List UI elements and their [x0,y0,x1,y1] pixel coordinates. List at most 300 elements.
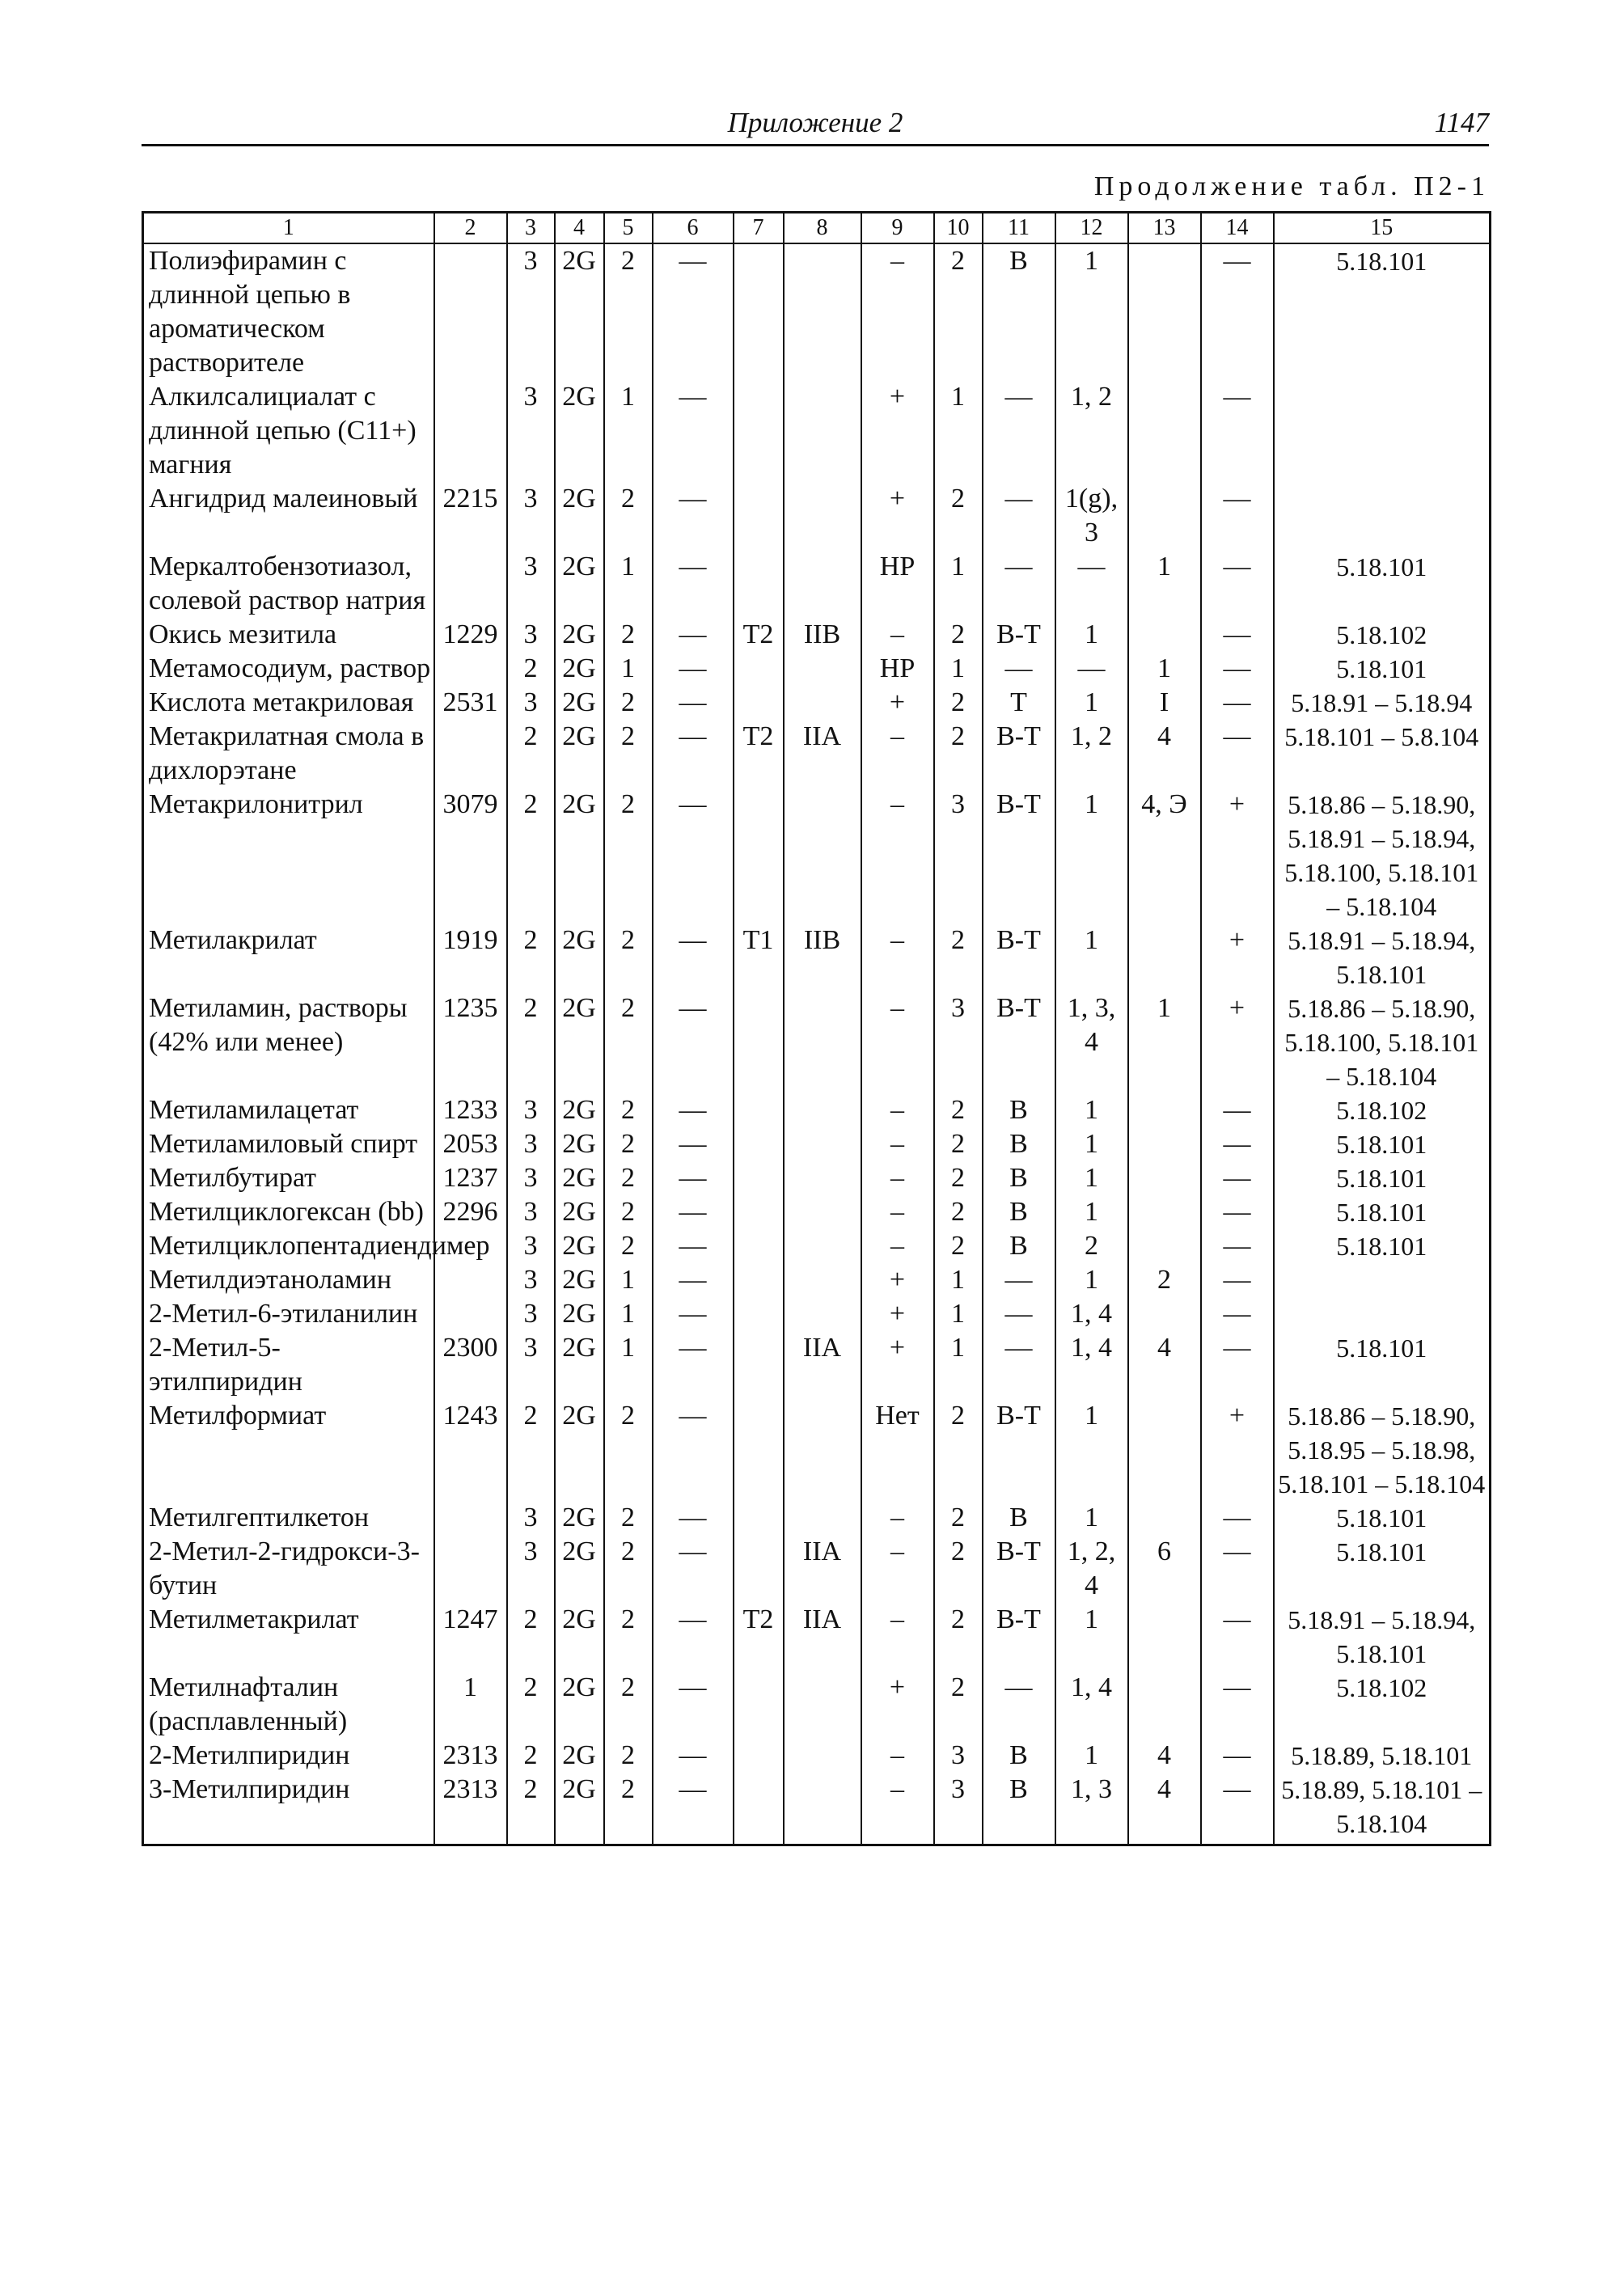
table-cell [434,1297,507,1331]
table-cell: 3 [507,1331,555,1399]
table-cell: 2G [555,550,604,618]
table-cell: B-T [983,1399,1055,1501]
substance-name-cell: 2-Метилпиридин [143,1739,434,1773]
table-cell: 2G [555,1603,604,1671]
table-cell: — [653,991,734,1093]
table-cell: 2G [555,243,604,380]
column-header: 7 [734,213,784,244]
table-cell: 2 [604,243,653,380]
table-cell: B [983,1739,1055,1773]
table-cell: 3 [507,482,555,550]
table-cell: 4 [1128,1773,1201,1845]
table-cell: + [861,482,934,550]
table-row [143,991,1491,1093]
table-cell: 1 [1055,1195,1128,1229]
data-table [142,211,1491,1846]
table-cell: — [653,1297,734,1331]
table-cell: + [861,1671,934,1739]
table-cell: 2 [1055,1229,1128,1263]
table-cell: IIA [784,1535,861,1603]
table-cell: IIA [784,1603,861,1671]
table-cell: 1 [1055,1093,1128,1127]
table-cell: T2 [734,720,784,788]
table-cell: 2 [934,1399,983,1501]
table-cell: 3 [507,1535,555,1603]
table-row [143,1671,1491,1739]
table-cell: 2 [604,924,653,991]
table-cell [434,1535,507,1603]
table-cell: 2531 [434,686,507,720]
column-header: 8 [784,213,861,244]
substance-name-cell: 2-Метил-5-этилпиридин [143,1331,434,1399]
table-row [143,652,1491,686]
table-row [143,1161,1491,1195]
table-cell: — [653,788,734,924]
table-cell [734,652,784,686]
substance-name-cell: Метилакрилат [143,924,434,991]
table-cell: 2 [604,1773,653,1845]
table-cell: 5.18.91 – 5.18.94, 5.18.101 [1274,1603,1491,1671]
table-row [143,1127,1491,1161]
table-cell: IIA [784,720,861,788]
table-row [143,924,1491,991]
table-cell: 5.18.86 – 5.18.90, 5.18.100, 5.18.101 – 5.18.104 [1274,991,1491,1093]
table-cell [1128,924,1201,991]
substance-name-cell: Метакрилатная смола в дихлорэтане [143,720,434,788]
table-cell: 3 [507,1195,555,1229]
table-cell [1128,1229,1201,1263]
table-row [143,1195,1491,1229]
table-row [143,720,1491,788]
table-cell: 2 [507,720,555,788]
table-cell: 5.18.101 [1274,1535,1491,1603]
table-cell: — [653,380,734,482]
substance-name-cell: Метилгептилкетон [143,1501,434,1535]
table-cell: 2G [555,482,604,550]
table-cell [734,1535,784,1603]
table-cell: – [861,1161,934,1195]
table-cell: 2 [934,924,983,991]
table-cell: 2 [604,1195,653,1229]
table-cell: — [653,1603,734,1671]
table-cell: T2 [734,618,784,652]
table-cell: – [861,1535,934,1603]
table-cell: 2G [555,1671,604,1739]
table-cell: 1229 [434,618,507,652]
substance-name-cell: Метилметакрилат [143,1603,434,1671]
table-cell: — [1201,1297,1274,1331]
table-cell: B-T [983,788,1055,924]
table-cell: 1 [1055,1127,1128,1161]
column-header: 9 [861,213,934,244]
table-cell: 2G [555,1535,604,1603]
table-cell: — [1201,720,1274,788]
table-cell: 2 [934,1603,983,1671]
table-cell: IIA [784,1331,861,1399]
table-cell: 3 [507,380,555,482]
column-header: 6 [653,213,734,244]
table-cell: — [983,550,1055,618]
table-cell: B [983,243,1055,380]
table-body [143,243,1491,1845]
table-cell [784,243,861,380]
table-cell [784,1739,861,1773]
table-cell: — [1201,1331,1274,1399]
table-cell: 2G [555,1093,604,1127]
table-cell [784,1229,861,1263]
table-cell: 2 [934,1127,983,1161]
table-cell: 5.18.86 – 5.18.90, 5.18.95 – 5.18.98, 5.18.101 – 5.18.104 [1274,1399,1491,1501]
table-cell [784,991,861,1093]
table-cell: 1 [1128,652,1201,686]
table-cell: 3 [507,550,555,618]
table-cell: B-T [983,991,1055,1093]
table-cell: — [653,652,734,686]
table-cell: — [653,550,734,618]
table-cell: B-T [983,720,1055,788]
table-cell: — [1201,380,1274,482]
table-cell: 2G [555,788,604,924]
table-row [143,1603,1491,1671]
table-cell: 2300 [434,1331,507,1399]
table-cell: 1 [434,1671,507,1739]
column-header: 4 [555,213,604,244]
table-cell: — [653,1127,734,1161]
table-cell: 3 [934,788,983,924]
table-cell [784,1501,861,1535]
table-cell [1274,1263,1491,1297]
table-cell: 2G [555,1399,604,1501]
table-cell: – [861,1229,934,1263]
substance-name-cell: 2-Метил-6-этиланилин [143,1297,434,1331]
table-cell: 2 [934,1093,983,1127]
table-cell: 2 [934,482,983,550]
table-cell: 1247 [434,1603,507,1671]
table-cell: — [653,1501,734,1535]
table-cell: — [983,1671,1055,1739]
table-cell: 1 [1055,243,1128,380]
table-cell: — [653,1535,734,1603]
table-cell [734,1739,784,1773]
table-cell: — [653,1093,734,1127]
table-cell: 2G [555,1263,604,1297]
table-row [143,686,1491,720]
table-cell: — [653,720,734,788]
table-cell [734,1093,784,1127]
table-cell: 5.18.91 – 5.18.94 [1274,686,1491,720]
table-cell: 5.18.91 – 5.18.94, 5.18.101 [1274,924,1491,991]
table-cell: — [983,1297,1055,1331]
table-cell: — [1055,652,1128,686]
table-cell: 2 [507,1739,555,1773]
substance-name-cell: Метакрилонитрил [143,788,434,924]
table-row [143,1229,1491,1263]
table-cell: – [861,924,934,991]
table-cell: — [1201,1535,1274,1603]
table-cell: 1 [1055,618,1128,652]
table-cell: 2G [555,1739,604,1773]
table-cell [734,1773,784,1845]
table-cell: 1 [1055,1739,1128,1773]
table-cell: 1 [1055,1603,1128,1671]
column-header: 11 [983,213,1055,244]
table-cell [434,243,507,380]
table-cell: – [861,1093,934,1127]
table-cell: 1 [1128,991,1201,1093]
table-cell: 2 [507,1399,555,1501]
table-cell: 1243 [434,1399,507,1501]
table-cell: 1 [1055,686,1128,720]
table-cell [434,1263,507,1297]
table-cell: — [653,1671,734,1739]
table-cell: 2 [934,618,983,652]
table-cell: 2G [555,686,604,720]
table-cell: 2G [555,1501,604,1535]
table-cell: B-T [983,1535,1055,1603]
table-cell [734,380,784,482]
table-cell: 1(g), 3 [1055,482,1128,550]
table-cell: 4 [1128,720,1201,788]
table-cell: — [1201,1195,1274,1229]
table-cell: 2 [934,720,983,788]
table-cell: 2G [555,991,604,1093]
table-cell [1128,243,1201,380]
table-cell: 2 [934,243,983,380]
table-cell: 2 [934,1195,983,1229]
table-cell: 1237 [434,1161,507,1195]
table-row [143,1093,1491,1127]
table-cell [734,1229,784,1263]
table-cell: T1 [734,924,784,991]
table-cell [784,1399,861,1501]
table-cell: — [1201,652,1274,686]
table-cell: — [1201,1263,1274,1297]
table-cell: 5.18.101 [1274,243,1491,380]
table-cell: 2 [604,720,653,788]
column-header: 10 [934,213,983,244]
table-cell: – [861,1501,934,1535]
column-header: 2 [434,213,507,244]
table-cell: — [1201,1229,1274,1263]
table-cell: 2 [604,482,653,550]
substance-name-cell: Полиэфирамин с длинной цепью в ароматическом растворителе [143,243,434,380]
table-cell: 1, 3 [1055,1773,1128,1845]
table-cell: 1, 4 [1055,1297,1128,1331]
table-cell: 5.18.101 – 5.8.104 [1274,720,1491,788]
substance-name-cell: Кислота метакриловая [143,686,434,720]
table-cell: 2 [604,686,653,720]
table-cell [1128,1671,1201,1739]
table-cell [1274,482,1491,550]
substance-name-cell: Алкилсалициалат с длинной цепью (С11+) магния [143,380,434,482]
table-cell: 2313 [434,1773,507,1845]
table-cell: 5.18.101 [1274,1195,1491,1229]
table-cell: – [861,1603,934,1671]
table-cell: IIB [784,618,861,652]
substance-name-cell: Метилдиэтаноламин [143,1263,434,1297]
table-cell: 2 [934,686,983,720]
table-cell [784,788,861,924]
table-cell: 2 [604,1127,653,1161]
column-header: 5 [604,213,653,244]
table-cell: 3 [507,243,555,380]
table-cell: — [1201,1603,1274,1671]
table-cell: I [1128,686,1201,720]
table-cell: 2 [604,1501,653,1535]
table-cell: 2G [555,924,604,991]
table-cell: 2296 [434,1195,507,1229]
substance-name-cell: Метиламилацетат [143,1093,434,1127]
table-cell [734,1195,784,1229]
table-cell: 2 [507,1671,555,1739]
substance-name-cell: 3-Метилпиридин [143,1773,434,1845]
table-row [143,1399,1491,1501]
table-cell: 5.18.101 [1274,1127,1491,1161]
table-cell: B [983,1773,1055,1845]
substance-name-cell: Метамосодиум, раствор [143,652,434,686]
table-cell: 1, 4 [1055,1671,1128,1739]
table-cell: — [653,243,734,380]
table-cell: 3 [507,1501,555,1535]
table-cell: — [1201,1093,1274,1127]
table-cell: 1 [1055,924,1128,991]
substance-name-cell: Метиламиловый спирт [143,1127,434,1161]
table-cell: 3 [507,1263,555,1297]
table-cell: — [653,482,734,550]
table-cell: 1 [1055,1161,1128,1195]
table-cell: 1 [934,1331,983,1399]
table-cell [1274,380,1491,482]
table-cell: 5.18.101 [1274,652,1491,686]
table-cell: — [983,380,1055,482]
table-cell: 2 [507,1773,555,1845]
table-cell: — [653,1331,734,1399]
table-cell: — [653,1399,734,1501]
table-cell: 3 [507,1093,555,1127]
table-cell: B-T [983,924,1055,991]
table-cell: 2G [555,1773,604,1845]
table-cell: 2G [555,1195,604,1229]
table-cell [784,1093,861,1127]
table-cell [1128,1093,1201,1127]
table-cell [784,380,861,482]
table-row [143,1263,1491,1297]
table-cell [734,482,784,550]
table-cell: — [1201,482,1274,550]
running-title: Приложение 2 [727,107,903,138]
table-cell: T2 [734,1603,784,1671]
table-row [143,243,1491,380]
table-cell: 2G [555,652,604,686]
table-cell: 2 [604,1739,653,1773]
table-cell: – [861,991,934,1093]
table-cell: 3 [507,618,555,652]
table-cell: 2G [555,1161,604,1195]
table-row [143,1535,1491,1603]
table-cell [784,1773,861,1845]
table-cell [1128,482,1201,550]
table-cell: — [1201,1161,1274,1195]
table-cell: — [653,1229,734,1263]
table-cell: 5.18.102 [1274,1671,1491,1739]
table-cell: 1 [1055,1263,1128,1297]
table-cell: — [1201,1501,1274,1535]
table-cell [734,1331,784,1399]
table-cell: 2 [507,788,555,924]
table-cell: 2 [604,1671,653,1739]
table-cell: B [983,1501,1055,1535]
table-cell: 2 [507,991,555,1093]
table-cell: 3 [934,1773,983,1845]
table-cell [784,652,861,686]
table-continuation-caption: Продолжение табл. П2-1 [1093,171,1490,201]
table-cell: 3 [934,1739,983,1773]
column-header: 14 [1201,213,1274,244]
table-cell: 2 [604,1229,653,1263]
table-cell: — [1201,550,1274,618]
table-cell: + [1201,788,1274,924]
table-cell [1128,1297,1201,1331]
table-cell: 1 [604,380,653,482]
table-cell: 3 [507,1297,555,1331]
running-header [142,104,1489,146]
table-row [143,1739,1491,1773]
table-cell: 2215 [434,482,507,550]
table-cell [734,1399,784,1501]
table-cell: 1, 3, 4 [1055,991,1128,1093]
substance-name-cell: Метилбутират [143,1161,434,1195]
table-cell: 3 [507,1229,555,1263]
table-cell: — [983,1263,1055,1297]
table-cell: + [861,686,934,720]
table-cell: — [1201,1127,1274,1161]
table-cell: — [653,1161,734,1195]
table-cell: – [861,788,934,924]
table-cell: 2 [934,1161,983,1195]
table-cell: – [861,1739,934,1773]
table-cell [734,1127,784,1161]
table-cell: — [653,1773,734,1845]
table-cell: 1919 [434,924,507,991]
table-cell: 2 [604,618,653,652]
table-cell: — [1201,1671,1274,1739]
table-cell: 5.18.101 [1274,1161,1491,1195]
table-cell: 5.18.102 [1274,1093,1491,1127]
table-cell: 5.18.102 [1274,618,1491,652]
table-cell [734,686,784,720]
table-cell [434,380,507,482]
table-cell: 2053 [434,1127,507,1161]
table-cell: – [861,618,934,652]
table-cell: 4, Э [1128,788,1201,924]
table-cell: 2 [604,1399,653,1501]
substance-name-cell: Окись мезитила [143,618,434,652]
table-cell [434,1501,507,1535]
table-cell: 2G [555,1331,604,1399]
table-cell: — [653,924,734,991]
table-cell: 2 [604,1161,653,1195]
table-cell [1128,1501,1201,1535]
table-cell: 1235 [434,991,507,1093]
table-cell [734,243,784,380]
table-cell: + [861,1263,934,1297]
table-cell: 2 [934,1229,983,1263]
table-cell: 1233 [434,1093,507,1127]
table-cell: 2 [507,924,555,991]
substance-name-cell: Меркалтобензотиазол, солевой раствор натрия [143,550,434,618]
table-cell [434,550,507,618]
table-header-row [143,213,1491,244]
